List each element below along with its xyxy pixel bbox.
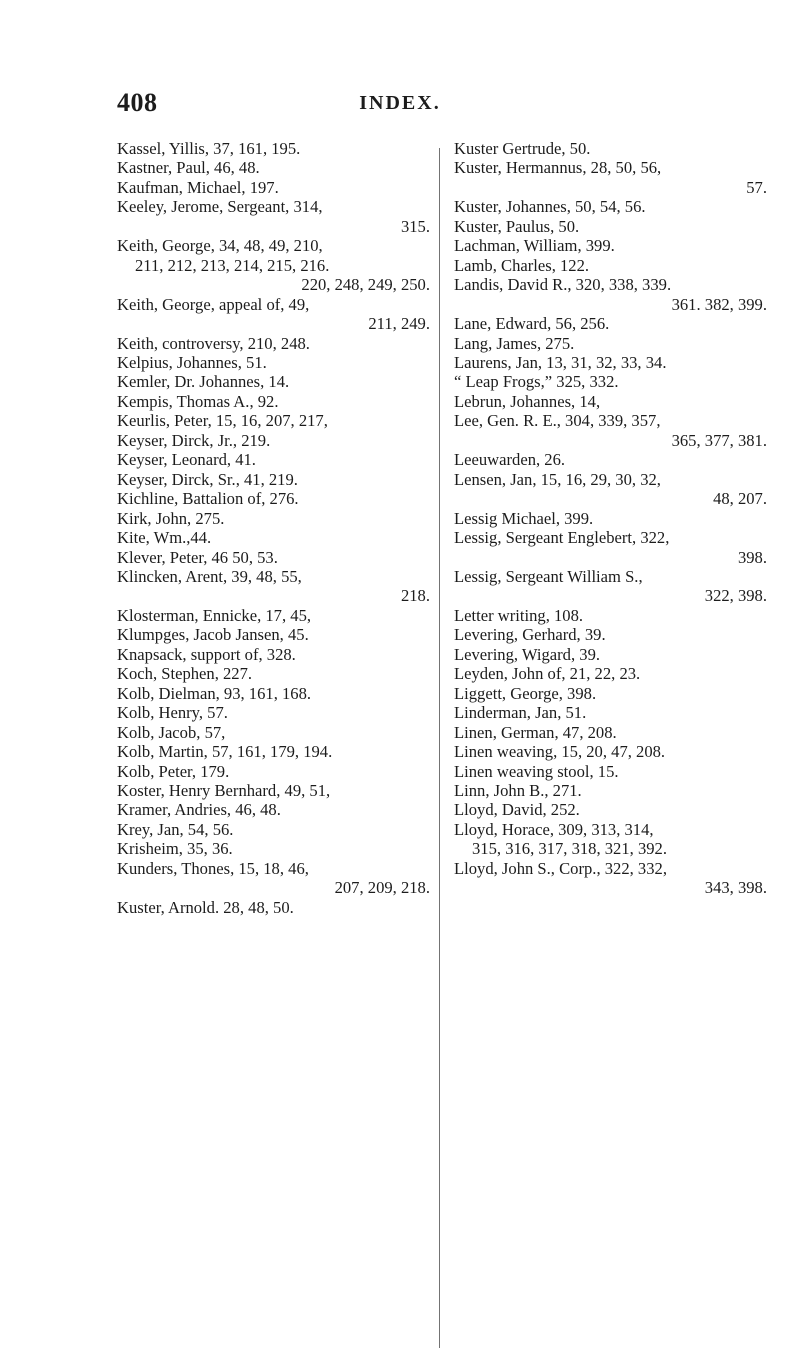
index-entry: Keyser, Dirck, Jr., 219. <box>117 430 271 450</box>
running-head: INDEX. <box>359 92 441 114</box>
page-number: 408 <box>117 88 158 117</box>
index-entry-continuation: 322, 398. <box>704 586 767 606</box>
index-entry-continuation: 315. <box>400 216 430 236</box>
index-entry: Linderman, Jan, 51. <box>454 703 587 723</box>
index-entry: Kuster, Johannes, 50, 54, 56. <box>454 197 646 217</box>
index-entry-continuation: 398. <box>737 547 767 567</box>
index-entry: Linn, John B., 271. <box>454 780 582 800</box>
index-entry: Keyser, Dirck, Sr., 41, 219. <box>117 469 298 489</box>
index-entry: Levering, Gerhard, 39. <box>454 625 606 645</box>
index-entry-continuation: 315, 316, 317, 318, 321, 392. <box>472 839 667 859</box>
index-entry: Linen weaving, 15, 20, 47, 208. <box>454 742 666 762</box>
index-entry: Krey, Jan, 54, 56. <box>117 819 234 839</box>
index-entry: Lee, Gen. R. E., 304, 339, 357, <box>454 411 661 431</box>
index-entry: Leyden, John of, 21, 22, 23. <box>454 664 641 684</box>
index-entry-continuation: 211, 212, 213, 214, 215, 216. <box>135 255 330 275</box>
index-entry: Keith, George, 34, 48, 49, 210, <box>117 236 323 256</box>
index-entry: Kastner, Paul, 46, 48. <box>117 158 260 178</box>
index-entry: Keurlis, Peter, 15, 16, 207, 217, <box>117 411 328 431</box>
index-entry: “ Leap Frogs,” 325, 332. <box>454 372 619 392</box>
index-entry: Kemler, Dr. Johannes, 14. <box>117 372 290 392</box>
index-entry: Liggett, George, 398. <box>454 683 597 703</box>
index-entry: Lebrun, Johannes, 14, <box>454 391 601 411</box>
index-entry: Kuster Gertrude, 50. <box>454 139 591 158</box>
index-entry-continuation: 211, 249. <box>368 314 430 334</box>
column-divider <box>439 148 440 1348</box>
index-entry: Kolb, Dielman, 93, 161, 168. <box>117 683 312 703</box>
index-entry-continuation: 365, 377, 381. <box>671 430 767 450</box>
index-entry-continuation: 57. <box>746 177 767 197</box>
index-entry: Levering, Wigard, 39. <box>454 644 601 664</box>
index-entry: Kolb, Martin, 57, 161, 179, 194. <box>117 742 333 762</box>
index-entry: Laurens, Jan, 13, 31, 32, 33, 34. <box>454 352 667 372</box>
index-entry: Kunders, Thones, 15, 18, 46, <box>117 858 309 878</box>
index-entry: Koch, Stephen, 227. <box>117 664 253 684</box>
index-entry: Krisheim, 35, 36. <box>117 839 233 859</box>
index-entry: Keith, controversy, 210, 248. <box>117 333 310 353</box>
index-entry: Lloyd, John S., Corp., 322, 332, <box>454 858 667 878</box>
index-entry: Lane, Edward, 56, 256. <box>454 314 610 334</box>
index-entry: Knapsack, support of, 328. <box>117 644 296 664</box>
index-entry: Lessig, Sergeant Englebert, 322, <box>454 528 670 548</box>
index-entry: Landis, David R., 320, 338, 339. <box>454 275 672 295</box>
index-entry: Kempis, Thomas A., 92. <box>117 391 279 411</box>
index-entry: Lessig, Sergeant William S., <box>454 566 643 586</box>
index-entry: Lensen, Jan, 15, 16, 29, 30, 32, <box>454 469 661 489</box>
index-entry: Lamb, Charles, 122. <box>454 255 590 275</box>
index-entry: Lang, James, 275. <box>454 333 575 353</box>
index-entry: Keyser, Leonard, 41. <box>117 450 256 470</box>
index-entry: Kirk, John, 275. <box>117 508 225 528</box>
index-entry: Kuster, Hermannus, 28, 50, 56, <box>454 158 662 178</box>
index-entry: Kolb, Henry, 57. <box>117 703 228 723</box>
index-entry-continuation: 48, 207. <box>713 489 767 509</box>
index-entry: Kramer, Andries, 46, 48. <box>117 800 281 820</box>
index-entry-continuation: 343, 398. <box>704 878 767 898</box>
index-entry-continuation: 220, 248, 249, 250. <box>301 275 430 295</box>
index-entry: Leeuwarden, 26. <box>454 450 566 470</box>
index-entry: Kichline, Battalion of, 276. <box>117 489 299 509</box>
index-entry: Kolb, Peter, 179. <box>117 761 230 781</box>
index-entry: Kelpius, Johannes, 51. <box>117 352 267 372</box>
index-entry: Kuster, Paulus, 50. <box>454 216 580 236</box>
index-entry: Klumpges, Jacob Jansen, 45. <box>117 625 309 645</box>
index-entry: Kolb, Jacob, 57, <box>117 722 226 742</box>
index-entry: Kuster, Arnold. 28, 48, 50. <box>117 897 294 917</box>
index-entry: Keeley, Jerome, Sergeant, 314, <box>117 197 323 217</box>
index-entry-continuation: 361. 382, 399. <box>671 294 767 314</box>
index-entry: Lloyd, Horace, 309, 313, 314, <box>454 819 654 839</box>
index-entry-continuation: 207, 209, 218. <box>334 878 430 898</box>
index-entry: Lachman, William, 399. <box>454 236 615 256</box>
index-entry: Linen weaving stool, 15. <box>454 761 619 781</box>
index-column-right <box>454 139 767 898</box>
index-entry: Lloyd, David, 252. <box>454 800 580 820</box>
index-entry: Koster, Henry Bernhard, 49, 51, <box>117 780 331 800</box>
index-entry: Kaufman, Michael, 197. <box>117 177 279 197</box>
index-entry: Kassel, Yillis, 37, 161, 195. <box>117 139 301 158</box>
index-entry: Klincken, Arent, 39, 48, 55, <box>117 566 302 586</box>
index-entry: Klever, Peter, 46 50, 53. <box>117 547 278 567</box>
index-entry: Linen, German, 47, 208. <box>454 722 617 742</box>
index-entry-continuation: 218. <box>400 586 430 606</box>
index-entry: Klosterman, Ennicke, 17, 45, <box>117 605 312 625</box>
index-entry: Letter writing, 108. <box>454 605 584 625</box>
index-entry: Keith, George, appeal of, 49, <box>117 294 310 314</box>
index-entry: Lessig Michael, 399. <box>454 508 594 528</box>
page-header <box>0 88 800 122</box>
index-entry: Kite, Wm.,44. <box>117 528 212 548</box>
index-column-left <box>117 139 430 917</box>
